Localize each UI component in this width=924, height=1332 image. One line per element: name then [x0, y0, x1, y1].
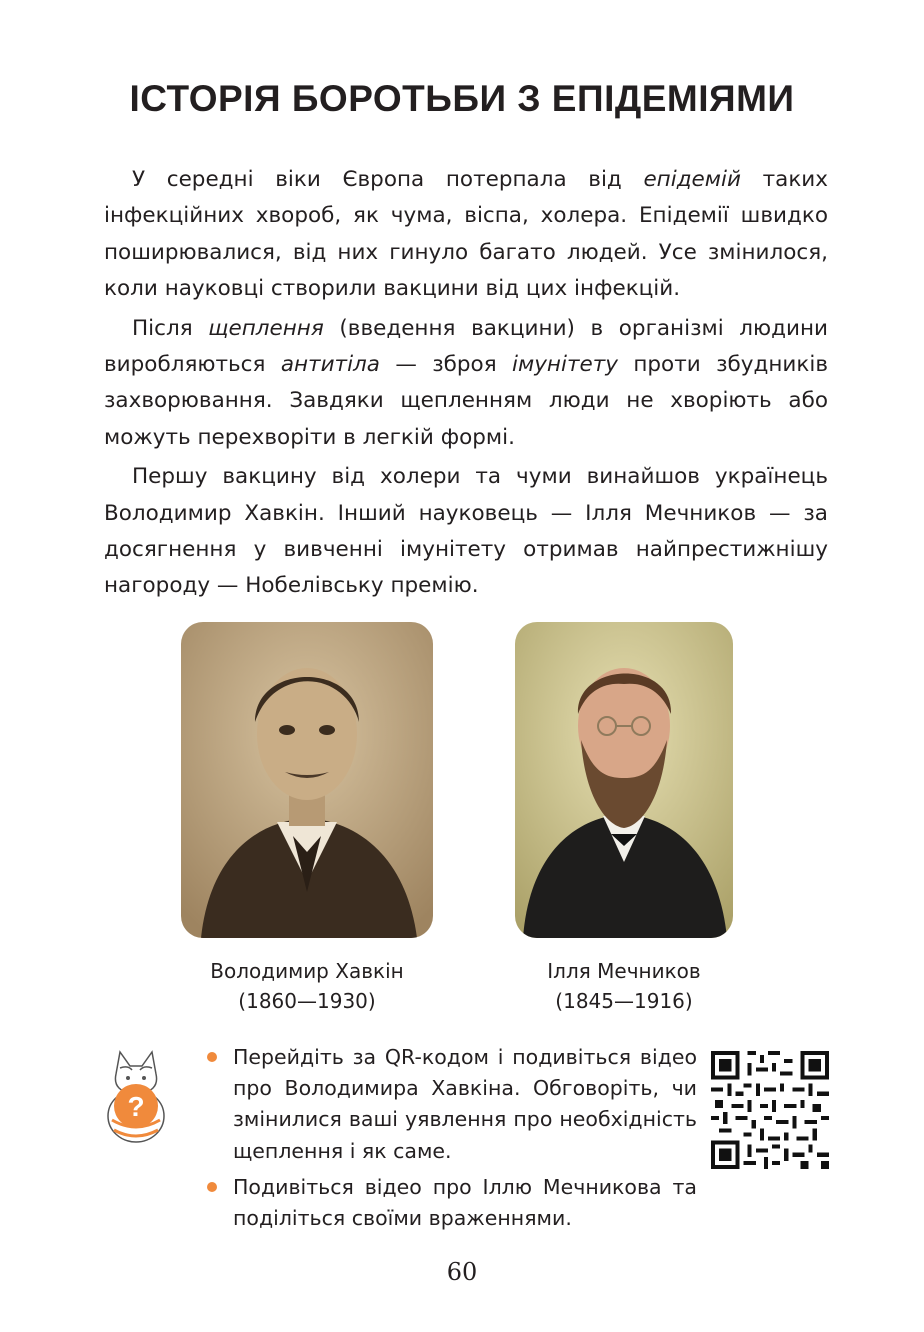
qr-code[interactable]: [711, 1051, 829, 1169]
task-list: [205, 1042, 697, 1239]
text-run: Після: [132, 315, 209, 341]
caption-khavkin: [171, 956, 443, 1016]
caption-mechnikov: [488, 956, 760, 1016]
page-number: 60: [446, 1258, 478, 1286]
question-mark: ?: [127, 1091, 145, 1122]
term-antibodies: антитіла: [280, 352, 380, 378]
bullet-icon: [207, 1052, 217, 1062]
task-text: Подивіться відео про Іллю Мечникова та поділіться своїми враженнями.: [233, 1174, 697, 1231]
portrait-mechnikov-image: [515, 622, 733, 938]
bullet-icon: [207, 1182, 217, 1192]
main-text: [104, 162, 828, 608]
text-run: проти збудників захворювання. Завдяки щепленням люди не хворіють або можуть перехворіти в легкій формі.: [104, 352, 829, 450]
term-immunity: імунітету: [512, 352, 618, 378]
cat-question-icon: [100, 1044, 172, 1144]
text-run: таких інфекційних хвороб, як чума, віспа, холера. Епідемії швидко поширювалися, від них гинуло багато людей. Усе змінилося, коли науковці створили вакцини від цих інфекцій.: [104, 167, 829, 302]
text-run: — зброя: [379, 352, 513, 378]
portrait-name: Володимир Хавкін: [210, 959, 404, 983]
term-epidemics: епідемій: [643, 167, 741, 192]
portrait-khavkin-image: [181, 622, 433, 938]
text-run: У середні віки Європа потерпала від: [132, 167, 644, 192]
paragraph-vaccination: [104, 311, 828, 457]
portrait-years: (1845—1916): [555, 989, 693, 1013]
paragraph-epidemics: [104, 162, 828, 308]
task-text: Перейдіть за QR-кодом і подивіться відео про Володимира Хавкіна. Обговоріть, чи змінилися ваші уявлення про необхідність щеплення і як саме.: [233, 1045, 697, 1163]
task-item: [205, 1172, 697, 1234]
paragraph-scientists: [104, 459, 828, 605]
text-run: Першу вакцину від холери та чуми винайшов українець Володимир Хавкін. Інший науковець — Ілля Мечников — за досягнення у вивченні імунітету отримав найпрестижнішу нагороду — Нобелівську премію.: [104, 464, 828, 599]
text-run: (введення вакцини) в організмі людини виробляються: [104, 315, 828, 378]
page-title: ІСТОРІЯ БОРОТЬБИ З ЕПІДЕМІЯМИ: [129, 78, 795, 119]
portrait-years: (1860—1930): [238, 989, 376, 1013]
term-vaccination: щеплення: [208, 315, 324, 341]
task-item: [205, 1042, 697, 1167]
portrait-name: Ілля Мечников: [547, 959, 701, 983]
